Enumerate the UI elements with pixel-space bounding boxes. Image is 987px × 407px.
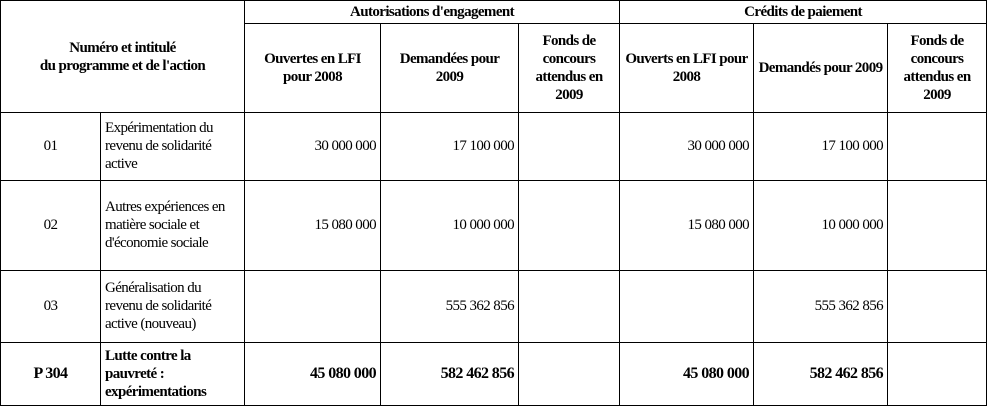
- total-ae-lfi: 45 080 000: [245, 342, 381, 405]
- total-row: [1, 342, 987, 405]
- action-number: 03: [1, 270, 101, 342]
- ae-fonds-header: Fonds de concours attendus en 2009: [519, 24, 620, 113]
- program-label: Lutte contre la pauvreté : expérimentations: [101, 342, 245, 405]
- ae-lfi-header: Ouvertes en LFI pour 2008: [245, 24, 381, 113]
- cp-demandes-cell: 10 000 000: [754, 180, 888, 270]
- header-group-row: [1, 1, 987, 24]
- program-number: P 304: [1, 342, 101, 405]
- ae-demandees-cell: 17 100 000: [381, 113, 519, 181]
- cp-lfi-header: Ouverts en LFI pour 2008: [620, 24, 754, 113]
- action-label: Généralisation du revenu de solidarité active (nouveau): [101, 270, 245, 342]
- cp-fonds-cell: [888, 270, 987, 342]
- ae-lfi-cell: [245, 270, 381, 342]
- cp-group-header: Crédits de paiement: [620, 1, 987, 24]
- ae-fonds-cell: [519, 113, 620, 181]
- ae-fonds-cell: [519, 180, 620, 270]
- ae-fonds-cell: [519, 270, 620, 342]
- ae-lfi-cell: 30 000 000: [245, 113, 381, 181]
- cp-fonds-header: Fonds de concours attendus en 2009: [888, 24, 987, 113]
- total-ae-demandees: 582 462 856: [381, 342, 519, 405]
- cp-lfi-cell: [620, 270, 754, 342]
- action-label: Autres expériences en matière sociale et d'économie sociale: [101, 180, 245, 270]
- cp-lfi-cell: 15 080 000: [620, 180, 754, 270]
- table-row: [1, 180, 987, 270]
- cp-demandes-header: Demandés pour 2009: [754, 24, 888, 113]
- action-number: 01: [1, 113, 101, 181]
- program-header: Numéro et intitulé du programme et de l'action: [1, 1, 245, 113]
- ae-demandees-cell: 555 362 856: [381, 270, 519, 342]
- total-ae-fonds: [519, 342, 620, 405]
- table-row: [1, 270, 987, 342]
- cp-demandes-cell: 17 100 000: [754, 113, 888, 181]
- ae-demandees-header: Demandées pour 2009: [381, 24, 519, 113]
- ae-group-header: Autorisations d'engagement: [245, 1, 620, 24]
- cp-fonds-cell: [888, 113, 987, 181]
- total-cp-demandes: 582 462 856: [754, 342, 888, 405]
- action-label: Expérimentation du revenu de solidarité active: [101, 113, 245, 181]
- ae-lfi-cell: 15 080 000: [245, 180, 381, 270]
- action-number: 02: [1, 180, 101, 270]
- table-row: [1, 113, 987, 181]
- ae-demandees-cell: 10 000 000: [381, 180, 519, 270]
- total-cp-lfi: 45 080 000: [620, 342, 754, 405]
- total-cp-fonds: [888, 342, 987, 405]
- cp-fonds-cell: [888, 180, 987, 270]
- cp-lfi-cell: 30 000 000: [620, 113, 754, 181]
- cp-demandes-cell: 555 362 856: [754, 270, 888, 342]
